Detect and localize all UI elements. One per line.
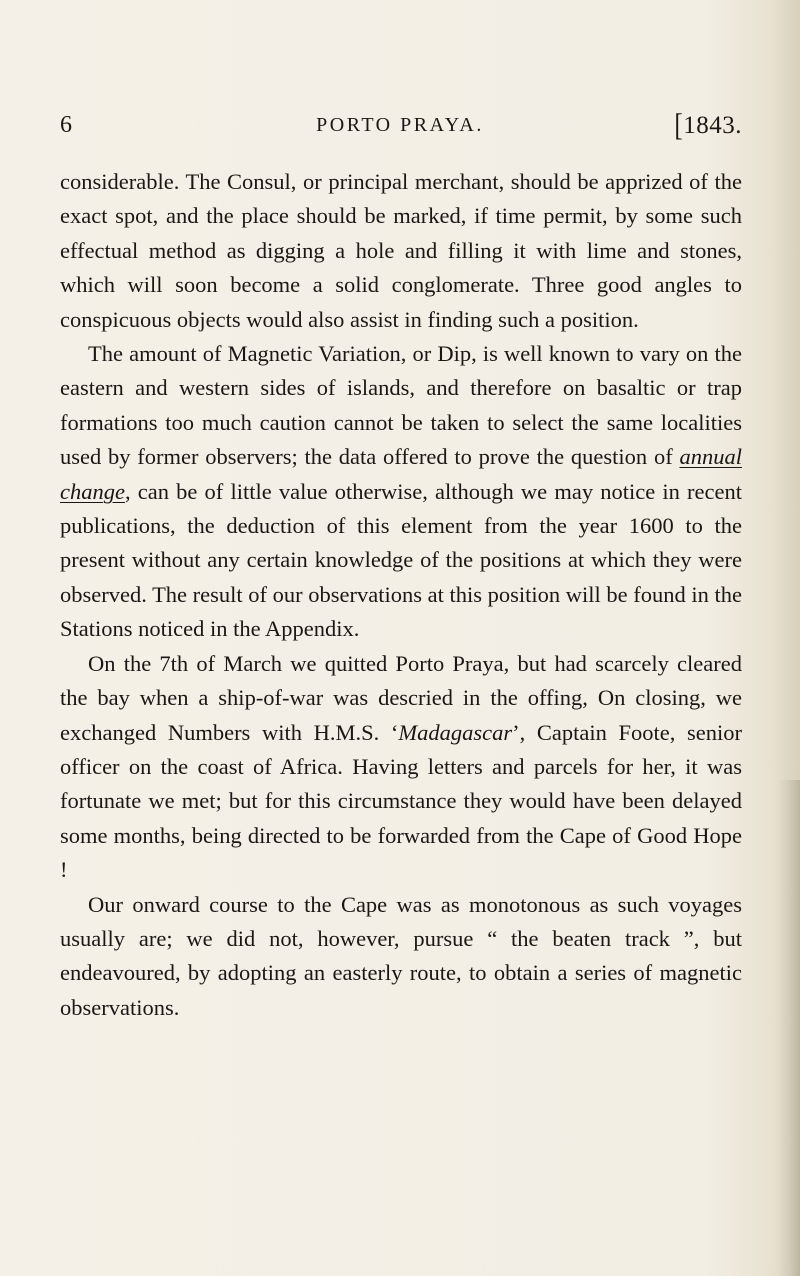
paragraph-3-text-before: On the 7th of March we quitted Porto Praya, but had scarcely cleared the bay when a ship-of-war was descried in the offing, On closing, we exchanged Numbers with H.M.S. ‘ xyxy=(60,650,742,745)
year-bracket: [ xyxy=(674,108,684,143)
paragraph-4: Our onward course to the Cape was as monotonous as such voyages usually are; we did not, however, pursue “ the beaten track ”, but endeavoured, by adopting an easterly route, to obtain a series of magnetic observations. xyxy=(60,891,742,1020)
body-text xyxy=(60,165,742,1025)
paragraph-3-text-after: ’, Captain Foote, senior officer on the coast of Africa. Having letters and parcels for her, it was fortunate we met; but for this circumstance they would have been delayed some months, being directed to be forwarded from the Cape of Good Hope ! xyxy=(60,719,742,883)
paragraph-3 xyxy=(60,647,742,888)
running-title: PORTO PRAYA. xyxy=(316,114,484,136)
year-text: 1843. xyxy=(683,112,742,139)
paragraph-2 xyxy=(60,337,742,647)
running-header xyxy=(60,108,742,148)
paragraph-2-text-before: The amount of Magnetic Variation, or Dip, is well known to vary on the eastern and western sides of islands, and therefore on basaltic or trap formations too much caution cannot be taken to select the same localities used by former observers; the data offered to prove the question of xyxy=(60,341,742,470)
paragraph-2-emphasis: annual change xyxy=(60,444,742,504)
page-number: 6 xyxy=(60,112,73,138)
paragraph-1: considerable. The Consul, or principal merchant, should be apprized of the exact spot, and the place should be marked, if time permit, by some such effectual method as digging a hole and filling it with lime and stones, which will soon become a solid conglomerate. Three good angles to conspicuous objects would also assist in finding such a position. xyxy=(60,169,742,332)
paragraph-2-text-after: , can be of little value otherwise, although we may notice in recent publications, the deduction of this element from the year 1600 to the present without any certain knowledge of the positions at which they were observed. The result of our observations at this position will be found in the Stations noticed in the Appendix. xyxy=(60,478,742,642)
page-edge-shadow xyxy=(778,780,800,1276)
year-label xyxy=(674,108,742,143)
paragraph-3-emphasis: Madagascar xyxy=(398,719,513,745)
